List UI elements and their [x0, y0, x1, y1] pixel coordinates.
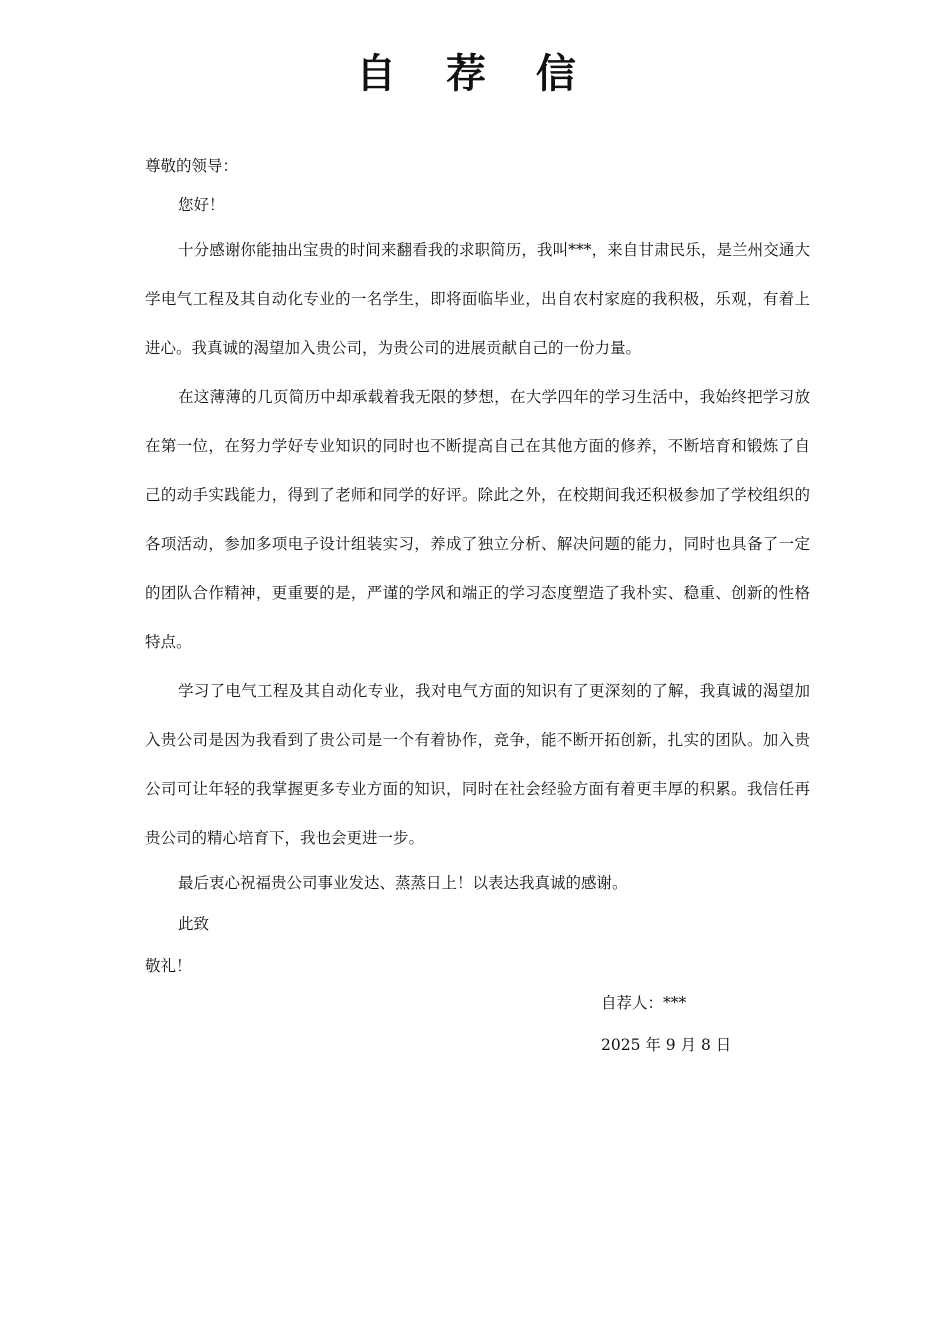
- closing-phrase: 此致: [178, 915, 210, 933]
- paragraph-university-experience: 在这薄薄的几页简历中却承载着我无限的梦想，在大学四年的学习生活中，我始终把学习放在第一位，在努力学好专业知识的同时也不断提高自己在其他方面的修养，不断培育和锻炼了自己的动手实践能力，得到了老师和同学的好评。除此之外，在校期间我还积极参加了学校组织的各项活动，参加多项电子设计组装实习，养成了独立分析、解决问题的能力，同时也具备了一定的团队合作精神，更重要的是，严谨的学风和端正的学习态度塑造了我朴实、稳重、创新的性格特点。: [145, 388, 810, 651]
- paragraph-motivation: 学习了电气工程及其自动化专业，我对电气方面的知识有了更深刻的了解，我真诚的渴望加入贵公司是因为我看到了贵公司是一个有着协作，竞争，能不断开拓创新，扎实的团队。加入贵公司可让年轻的我掌握更多专业方面的知识，同时在社会经验方面有着更丰厚的积累。我信任再贵公司的精心培育下，我也会更进一步。: [145, 682, 810, 847]
- paragraph-introduction: 十分感谢你能抽出宝贵的时间来翻看我的求职简历，我叫***，来自甘肃民乐，是兰州交通大学电气工程及其自动化专业的一名学生，即将面临毕业，出自农村家庭的我积极，乐观，有着上进心。我真诚的渴望加入贵公司，为贵公司的进展贡献自己的一份力量。: [145, 241, 810, 357]
- signature-author: 自荐人：***: [601, 994, 687, 1012]
- letter-body: [145, 150, 810, 987]
- paragraph-closing-wishes: 最后衷心祝福贵公司事业发达、蒸蒸日上！以表达我真诚的感谢。: [178, 874, 628, 892]
- signature-date: 2025 年 9 月 8 日: [601, 1036, 732, 1054]
- salutation: 尊敬的领导：: [145, 157, 239, 175]
- greeting: 您好！: [178, 196, 225, 214]
- letter-title: 自 荐 信: [356, 50, 594, 97]
- signature-block: [601, 982, 731, 1066]
- regards-phrase: 敬礼！: [145, 957, 192, 975]
